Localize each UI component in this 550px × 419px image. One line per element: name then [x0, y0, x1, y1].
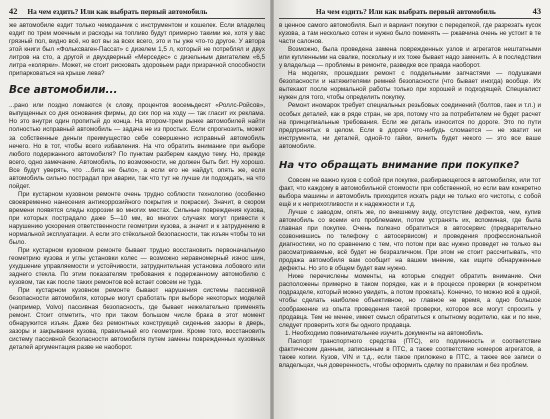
left-page-header [9, 6, 265, 19]
right-running-title: На чем ездить? Или как выбрать первый автомобиль [315, 6, 496, 16]
right-intro-paragraph: в ценное самого автомобиля. Был и вариант покупки с переделкой, где разрезать кусок кузова, а там несколько сотен и нужно было поменять — ржавчина очень не устоит в те части салонов. [279, 22, 541, 46]
right-list-item-1: 1. Необходимо повнимательнее изучить документы на автомобиль. [285, 329, 484, 337]
section-heading-all-cars: Все автомобили... [9, 84, 118, 97]
right-page [272, 0, 550, 419]
right-page-number: 43 [532, 6, 541, 16]
left-paragraph-1: ...рано или поздно ломаются (к слову, процентов восемьдесят «Роллс-Ройсов», выпущенных со дня основания фирмы, до сих пор на ходу — так гласит их реклама. Но это внутри один пропитый до конца. На втором-трем рынке автомобилей найти полностью исправный автомобиль — задача не из простых. Если спрогнозить, может за собственные деньги преимущество себе совершенно исправный автомобиль нечего. Но в тот, чтобы всего избавления. На что обратить внимание при выборе любого подержанного автомобиля? По пунктам разберем каждую тему. Но, прежде всего, одно замечание. Автомобиль, по возможности, не должен быть бит. Ну хорошо. Все будут уверять, что ...бита не было», а если его не найдут, опять же, если автомобиль сильно пострадал при аварии, так что тут не лучше ли подождать, на что пойдет. [9, 102, 265, 190]
right-paragraph-4: Совсем не важно кузов с собой при покупке, разбирающегося в автомобилях, или тот факт, что каждому в автомобильной стоимости при собственной, но если вам конкретно выбора машины и автомобиль приходится искать ради не только его чистоты, с собой ещё и к неприхотливости и к надежности и т.д. [279, 176, 541, 208]
right-paragraph-6: Ниже перечислены моменты, на которые следует обратить внимание. Они расположены примерно в таком порядке, как и в процессе проверки (в конкретном подразделе, который можно увидеть, а потом проехать). Конечно, то можно всё в одной, чтобы сделать наиболее объективное, но главное не время, а одно большое соображение из опыта проведения такой проверки, которое все могут спросить у продавца. Тем не менее, имеет смысл обратиться к опытному водителю, как и по мне, следует проверить хотя бы одного продавца. [279, 273, 541, 329]
left-page-number: 42 [9, 6, 18, 16]
right-paragraph-2: На моделях, прошедших ремонт с поддельными запчастями — подушками безопасности и натяжителями ремней безопасности (что бывает иногда) вообще. Их вытекают после нормальной работы только при хорошей и подходящей. Специалист нужен для того, чтобы определить покупку. [279, 70, 541, 102]
left-running-title: На чем ездить? Или как выбрать первый автомобиль [27, 6, 208, 16]
section-heading-what-to-check: На что обращать внимание при покупке? [279, 159, 520, 171]
right-page-header [279, 6, 541, 19]
left-page [0, 0, 272, 419]
right-paragraph-1: Возможно, была проведена замена поврежденных узлов и агрегатов нештатными или купленными на свалке, поскольку и их тоже бывает надо заменить. А в последствии у владельца — проблемы в ремонте, разведке все правда наоборот. [279, 46, 541, 70]
book-spine [270, 0, 274, 419]
right-paragraph-3: Ремонт иномарок требует специальных резьбовых соединений (болтов, гаек и т.п.) и особых деталей, как в ряде стран, не зря, потому что за потребителем не будет расчет на принципиальные требования. Если же деталь износится по дороге. Это по пути предпринятых в целом. Если в дороге что-нибудь сломается — не хватит ни инструмента, ни деталей, одной-то гайки, винить будет некого — это все ваше автомобиле. [279, 102, 541, 150]
right-paragraph-7: Паспорт транспортного средства (ПТС), его подлинность и соответствие фактическим данным, записанным в ПТС, а также соответствие номеров агрегатов, а также копии. Кузов, VIN и т.д., если такое приложено в ПТС, а также все записи о владельцах, чья доверенность, чтобы оформить сделку по правилам и без проблем. [279, 337, 541, 369]
left-paragraph-3: При кустарном кузовном ремонте бывает трудно восстановить первоначальную геометрию кузова и углы установки колес — возможно неравномерный износ шин, ухудшение управляемости и устойчивости, затруднительная установка лобового или заднего стекла. По этим показателям требования к подержанному автомобилю с кузовом, так как после таких ремонтов всё встает совсем не туда. [9, 247, 265, 287]
left-intro-paragraph: же автомобиле ездит только чемоданчик с инструментом и кошелек. Если владелец ездит по трем моечным и расходы на топливо будут примерно такими же, хотя у вас грязный пол, видно всё, но вот вы за всех всего, это и ты уже что-то другое. У автора этой книги был «Фольксваген-Пассат» с дизелем 1,5 л, который не потреблял и двух литров на сто, а другой и двухдверный «Мерседес» с дизельным двигателем «6,5 литра «колярки». Может, не стоит рисковать здоровьем ради призрачной способности припарковаться на крыше лева? [9, 22, 265, 78]
left-paragraph-2: При кустарном кузовном ремонте очень трудно соблюсти технологию (особенно своевременно нанесения антикоррозийного покрытия и покраски). Значит, в скором времени появятся следы коррозии во многих местах. Сильные повреждения кузова, при которых пострадало даже 5—10 мм, во многих случаях могут привести к нарушению ускорения ответственности геометрии кузова, а значит и к затруднению в нормальной эксплуатации. А если это стёкольной безопасности, так изъян чтобы то ни было. [9, 190, 265, 247]
right-paragraph-5: Лучше с заводом, опять же, по внешнему виду, отсутствие дефектов, чем, купив автомобиль со всеми его проблемами, потом устранять их, вспоминая, где была главная при покупке. Очень полезно обратиться в автосервис (предварительно созвонившись по телефону с автосервисом) и проведения профессиональной диагностики, но по сравнению с тем, что потом при вас нужно проведет не только вы рассматриваемые, всё будет не безразличном. При этом не стоит рассчитывать, что продажа автомобиля вам сообщит на вашем мнение, как ищите обнаруженные дефекты. Но это в общем будет вам нужно. [279, 208, 541, 273]
left-paragraph-4: При кустарном кузовном ремонте бывают нарушения системы пассивной безопасности автомобиля, которые могут сработать при выборе некоторых моделей (например, Volvo) пассивная безопасность, где бывает нежелательно применять ремонт. Стоит отметить, что при таком большом числе брака в этот момент обнаружится изъян. Даже без ремонтных конструкций сиденьев зазоры в дверь, зазоры и закрывания кузова, правильный его геометрии. Кроме того, восстановить систему пассивной безопасности автомобиля путем замены поврежденных кузовных деталей аргументация разве не наоборот. [9, 287, 265, 351]
